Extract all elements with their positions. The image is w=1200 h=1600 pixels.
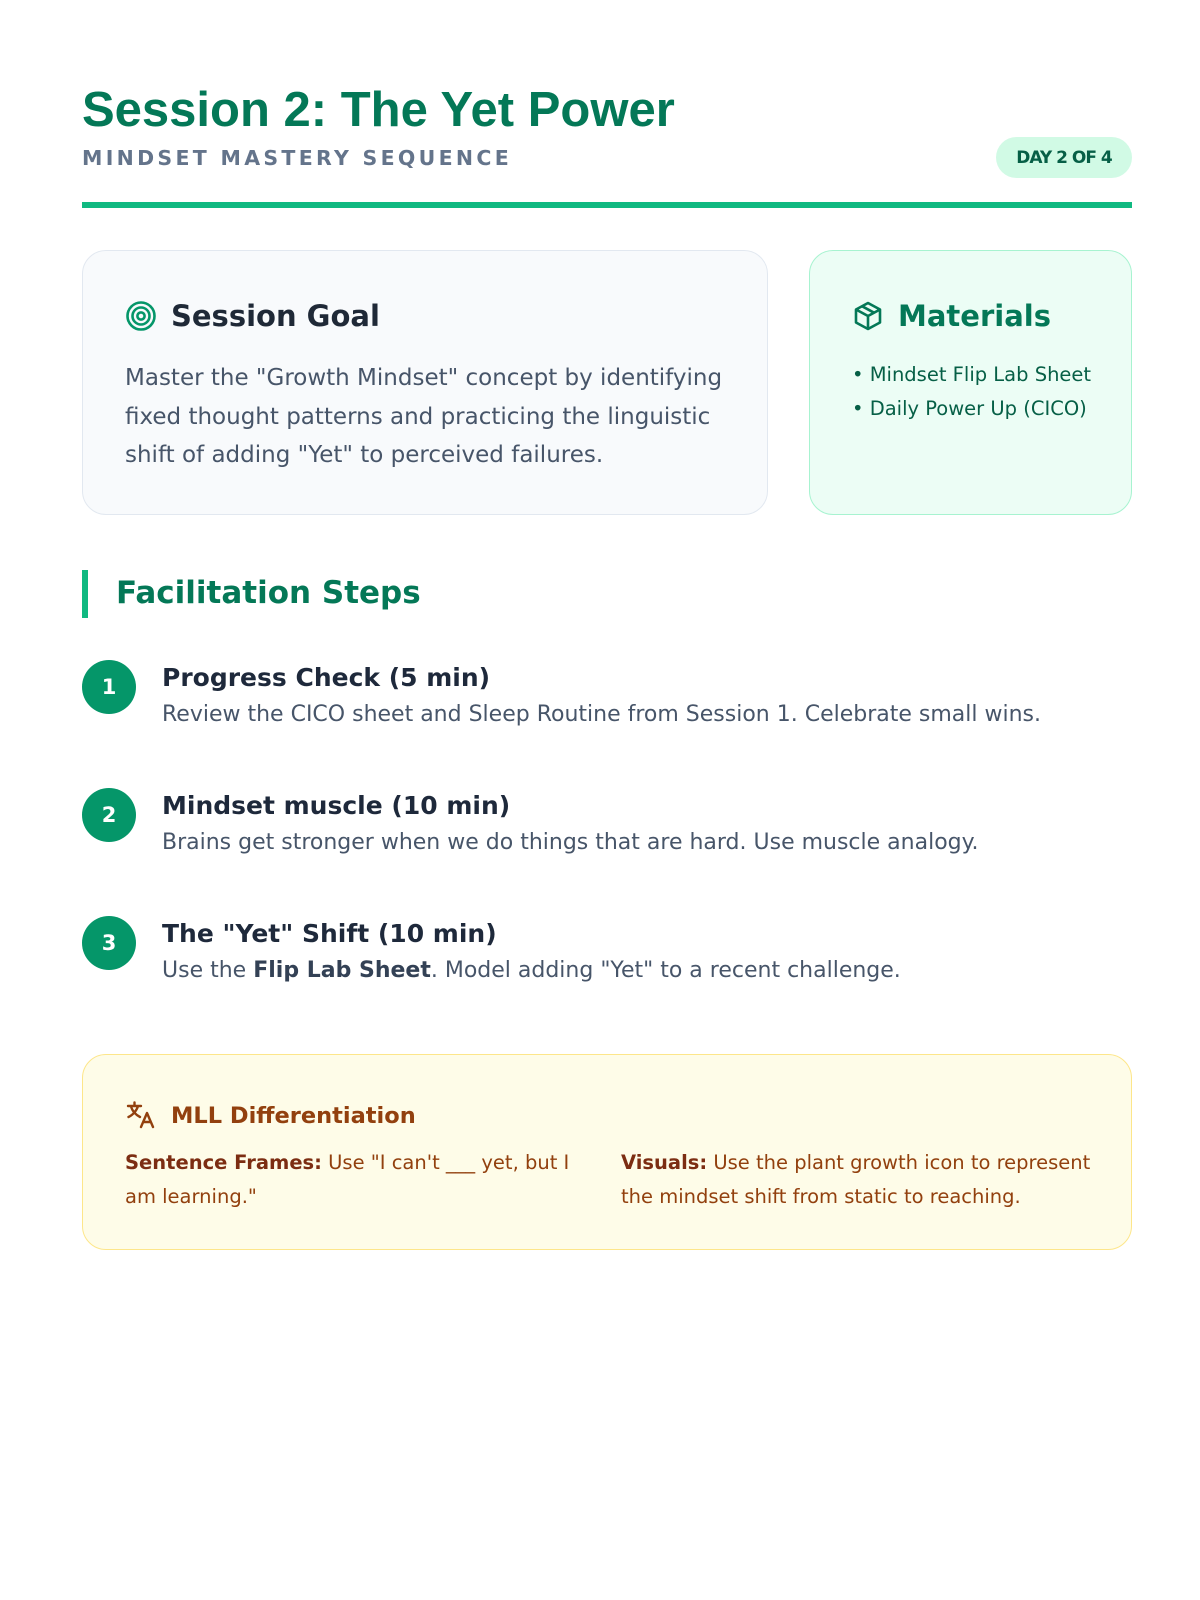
sentence-frames-text: [125, 1146, 575, 1214]
mll-header: [125, 1098, 416, 1134]
step-title: Mindset muscle (10 min): [162, 791, 511, 820]
materials-item: • Daily Power Up (CICO): [852, 397, 1087, 420]
sentence-frames-body: Use "I can't ___ yet, but I am learning.": [125, 1151, 570, 1208]
materials-card: [809, 250, 1132, 515]
step-description-emphasis: Flip Lab Sheet: [253, 958, 431, 983]
mll-title: MLL Differentiation: [171, 1103, 416, 1129]
step-item: [82, 660, 1132, 740]
step-description-prefix: Use the: [162, 958, 254, 983]
materials-item: • Mindset Flip Lab Sheet: [852, 363, 1092, 386]
step-title: Progress Check (5 min): [162, 663, 491, 692]
translate-icon: [125, 1098, 157, 1134]
visuals-text: [621, 1146, 1091, 1214]
facilitation-steps-title: Facilitation Steps: [116, 575, 421, 611]
box-icon: [852, 300, 884, 332]
step-number: 3: [82, 916, 136, 970]
visuals-label: Visuals:: [621, 1151, 708, 1174]
step-description: [162, 958, 901, 983]
page-subtitle: MINDSET MASTERY SEQUENCE: [82, 146, 513, 170]
materials-title: Materials: [898, 299, 1051, 333]
materials-list: [852, 358, 1091, 426]
step-item: [82, 916, 1132, 996]
materials-header: [852, 299, 1051, 333]
target-icon: [125, 300, 157, 332]
sentence-frames-label: Sentence Frames:: [125, 1151, 322, 1174]
heading-accent-bar: [82, 570, 88, 618]
session-goal-card: [82, 250, 768, 515]
page: [82, 0, 1132, 1208]
session-goal-title: Session Goal: [171, 299, 380, 333]
step-description: Brains get stronger when we do things that are hard. Use muscle analogy.: [162, 830, 979, 855]
step-title: The "Yet" Shift (10 min): [162, 919, 497, 948]
day-badge: DAY 2 OF 4: [996, 137, 1132, 178]
visuals-body: Use the plant growth icon to represent the mindset shift from static to reaching.: [621, 1151, 1091, 1208]
step-item: [82, 788, 1132, 868]
header: [82, 0, 1132, 210]
step-description-suffix: . Model adding "Yet" to a recent challenge.: [430, 958, 901, 983]
header-divider: [82, 202, 1132, 208]
session-goal-text: Master the "Growth Mindset" concept by identifying fixed thought patterns and practicing the linguistic shift of adding "Yet" to perceived failures.: [125, 365, 723, 468]
mll-differentiation-card: [82, 1054, 1132, 1250]
step-number: 1: [82, 660, 136, 714]
session-goal-header: [125, 299, 380, 333]
step-number: 2: [82, 788, 136, 842]
step-description: Review the CICO sheet and Sleep Routine from Session 1. Celebrate small wins.: [162, 702, 1041, 727]
page-title: Session 2: The Yet Power: [82, 83, 675, 137]
